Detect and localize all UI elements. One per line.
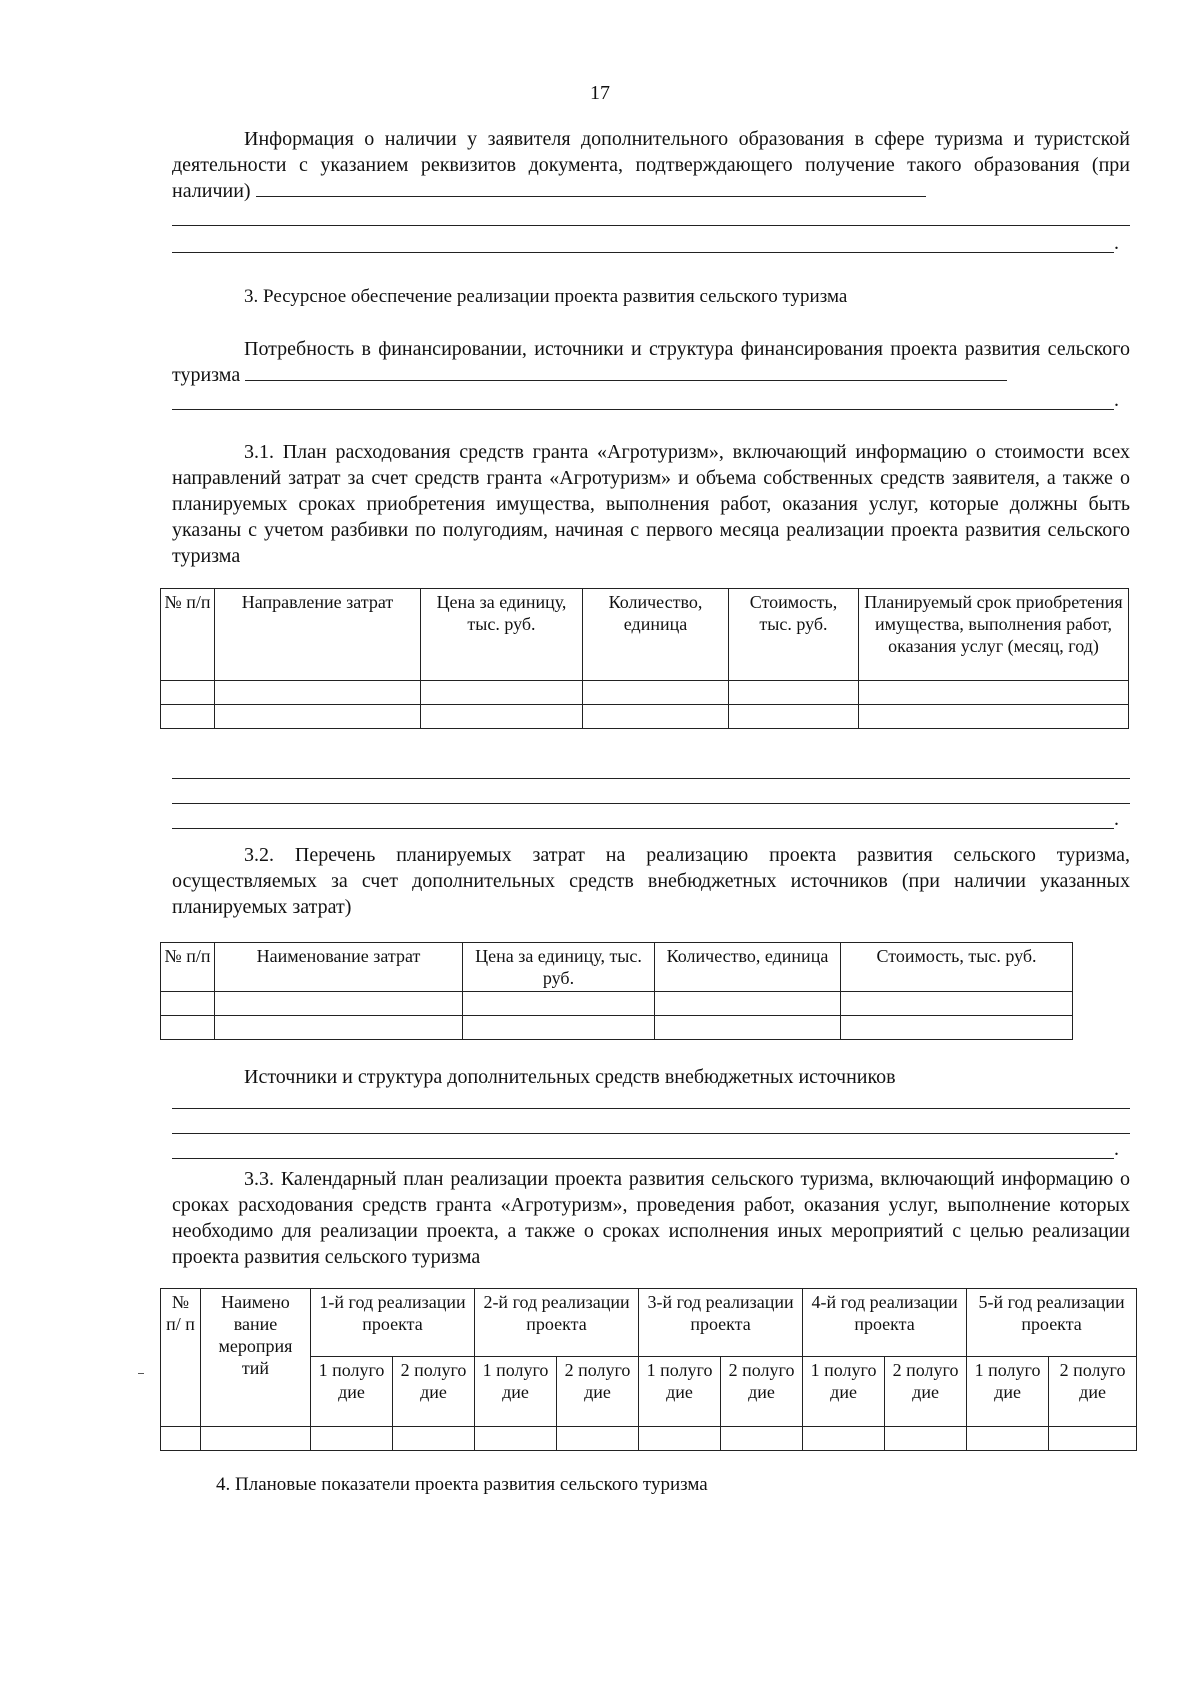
table-cell[interactable] xyxy=(729,705,859,729)
financing-paragraph xyxy=(172,336,1130,388)
table-cell[interactable] xyxy=(803,1427,885,1451)
table-cell[interactable] xyxy=(215,1016,463,1040)
table-cell[interactable] xyxy=(463,1016,655,1040)
header-cell-half: 1 полуго дие xyxy=(311,1357,393,1427)
table-cell[interactable] xyxy=(841,1016,1073,1040)
table-cell[interactable] xyxy=(841,992,1073,1016)
intro-blank-line-1[interactable] xyxy=(172,225,1130,226)
sources-line-end: . xyxy=(1114,1138,1119,1160)
sources-blank-line-1[interactable] xyxy=(172,1108,1130,1109)
table-cell[interactable] xyxy=(1049,1427,1137,1451)
expense-plan-header-row xyxy=(161,589,1129,681)
table-cell[interactable] xyxy=(583,705,729,729)
financing-fill-line[interactable] xyxy=(245,362,1007,381)
header-cell-year: 2-й год реализации проекта xyxy=(475,1289,639,1357)
section-3-2-paragraph: 3.2. Перечень планируемых затрат на реализацию проекта развития сельского туризма, осуществляемых за счет дополнительных средств внебюджетных источников (при наличии указанных планируемых затрат) xyxy=(172,844,1130,918)
expense-plan-table xyxy=(160,588,1129,729)
table-cell[interactable] xyxy=(859,705,1129,729)
table-cell[interactable] xyxy=(311,1427,393,1451)
header-cell-half: 2 полуго дие xyxy=(1049,1357,1137,1427)
page-number: 17 xyxy=(590,82,610,104)
header-cell: № п/п xyxy=(161,589,215,681)
intro-blank-line-2[interactable] xyxy=(172,252,1114,253)
header-cell-half: 1 полуго дие xyxy=(475,1357,557,1427)
table-cell[interactable] xyxy=(655,992,841,1016)
sources-blank-line-2[interactable] xyxy=(172,1133,1130,1134)
header-cell-number: № п/ п xyxy=(161,1289,201,1427)
header-cell-year: 1-й год реализации проекта xyxy=(311,1289,475,1357)
header-cell-half: 2 полуго дие xyxy=(885,1357,967,1427)
table-cell[interactable] xyxy=(393,1427,475,1451)
sources-heading: Источники и структура дополнительных средств внебюджетных источников xyxy=(244,1066,896,1088)
table-cell[interactable] xyxy=(161,1427,201,1451)
table-cell[interactable] xyxy=(463,992,655,1016)
calendar-plan-table xyxy=(160,1288,1137,1451)
table-row xyxy=(161,992,1073,1016)
intro-text: Информация о наличии у заявителя дополнительного образования в сфере туризма и туристской деятельности с указанием реквизитов документа, подтверждающего получение такого образования (при наличии) xyxy=(172,128,1130,202)
header-cell-half: 2 полуго дие xyxy=(393,1357,475,1427)
header-cell: № п/п xyxy=(161,943,215,992)
table-row xyxy=(161,1016,1073,1040)
table-cell[interactable] xyxy=(557,1427,639,1451)
table-cell[interactable] xyxy=(859,681,1129,705)
table-cell[interactable] xyxy=(421,681,583,705)
header-cell-activity: Наимено вание мероприя тий xyxy=(201,1289,311,1427)
margin-mark xyxy=(138,1373,144,1374)
financing-text: Потребность в финансировании, источники и структура финансирования проекта развития сельского туризма xyxy=(172,338,1130,386)
header-cell: Планируемый срок приобретения имущества, выполнения работ, оказания услуг (месяц, год) xyxy=(859,589,1129,681)
header-cell-half: 1 полуго дие xyxy=(803,1357,885,1427)
header-cell: Направление затрат xyxy=(215,589,421,681)
header-cell-half: 1 полуго дие xyxy=(639,1357,721,1427)
header-cell-year: 3-й год реализации проекта xyxy=(639,1289,803,1357)
table-cell[interactable] xyxy=(721,1427,803,1451)
header-cell-year: 4-й год реализации проекта xyxy=(803,1289,967,1357)
header-cell: Стоимость, тыс. руб. xyxy=(729,589,859,681)
calendar-years-row xyxy=(161,1289,1137,1357)
financing-line-end: . xyxy=(1114,389,1119,411)
table-cell[interactable] xyxy=(215,992,463,1016)
section-3-1-line-end: . xyxy=(1114,808,1119,830)
header-cell: Количество, единица xyxy=(655,943,841,992)
section-3-1-blank-line-3[interactable] xyxy=(172,828,1114,829)
header-cell: Количество, единица xyxy=(583,589,729,681)
section-3-1-blank-line-2[interactable] xyxy=(172,803,1130,804)
intro-fill-line[interactable] xyxy=(256,178,926,197)
intro-line-end: . xyxy=(1114,232,1119,254)
header-cell: Наименование затрат xyxy=(215,943,463,992)
table-cell[interactable] xyxy=(885,1427,967,1451)
table-row xyxy=(161,705,1129,729)
extra-costs-header-row xyxy=(161,943,1073,992)
table-cell[interactable] xyxy=(583,681,729,705)
table-cell[interactable] xyxy=(161,992,215,1016)
financing-blank-line[interactable] xyxy=(172,409,1114,410)
table-row xyxy=(161,1427,1137,1451)
table-cell[interactable] xyxy=(967,1427,1049,1451)
header-cell: Цена за единицу, тыс. руб. xyxy=(421,589,583,681)
sources-blank-line-3[interactable] xyxy=(172,1158,1114,1159)
table-cell[interactable] xyxy=(639,1427,721,1451)
table-cell[interactable] xyxy=(655,1016,841,1040)
header-cell-half: 2 полуго дие xyxy=(557,1357,639,1427)
table-cell[interactable] xyxy=(215,705,421,729)
section-3-3-paragraph: 3.3. Календарный план реализации проекта развития сельского туризма, включающий информацию о сроках расходования средств гранта «Агротуризм», проведения работ, оказания услуг, выполнение которых необходимо для реализации проекта, а также о сроках исполнения иных мероприятий с целью реализации проекта развития сельского туризма xyxy=(172,1168,1130,1268)
extra-costs-table xyxy=(160,942,1073,1040)
header-cell-year: 5-й год реализации проекта xyxy=(967,1289,1137,1357)
header-cell-half: 1 полуго дие xyxy=(967,1357,1049,1427)
table-cell[interactable] xyxy=(161,1016,215,1040)
table-cell[interactable] xyxy=(729,681,859,705)
section-3-1-paragraph: 3.1. План расходования средств гранта «Агротуризм», включающий информацию о стоимости всех направлений затрат за счет средств гранта «Агротуризм» и объема собственных средств заявителя, а также о планируемых сроках приобретения имущества, выполнения работ, оказания услуг, которые должны быть указаны с учетом разбивки по полугодиям, начиная с первого месяца реализации проекта развития сельского туризма xyxy=(172,441,1130,567)
table-row xyxy=(161,681,1129,705)
table-cell[interactable] xyxy=(475,1427,557,1451)
section-4-heading: 4. Плановые показатели проекта развития сельского туризма xyxy=(216,1474,708,1495)
header-cell: Стоимость, тыс. руб. xyxy=(841,943,1073,992)
intro-paragraph xyxy=(172,126,1130,204)
table-cell[interactable] xyxy=(421,705,583,729)
section-3-1-blank-line-1[interactable] xyxy=(172,778,1130,779)
table-cell[interactable] xyxy=(161,681,215,705)
table-cell[interactable] xyxy=(161,705,215,729)
header-cell: Цена за единицу, тыс. руб. xyxy=(463,943,655,992)
header-cell-half: 2 полуго дие xyxy=(721,1357,803,1427)
table-cell[interactable] xyxy=(201,1427,311,1451)
section-3-heading: 3. Ресурсное обеспечение реализации проекта развития сельского туризма xyxy=(244,286,848,307)
table-cell[interactable] xyxy=(215,681,421,705)
